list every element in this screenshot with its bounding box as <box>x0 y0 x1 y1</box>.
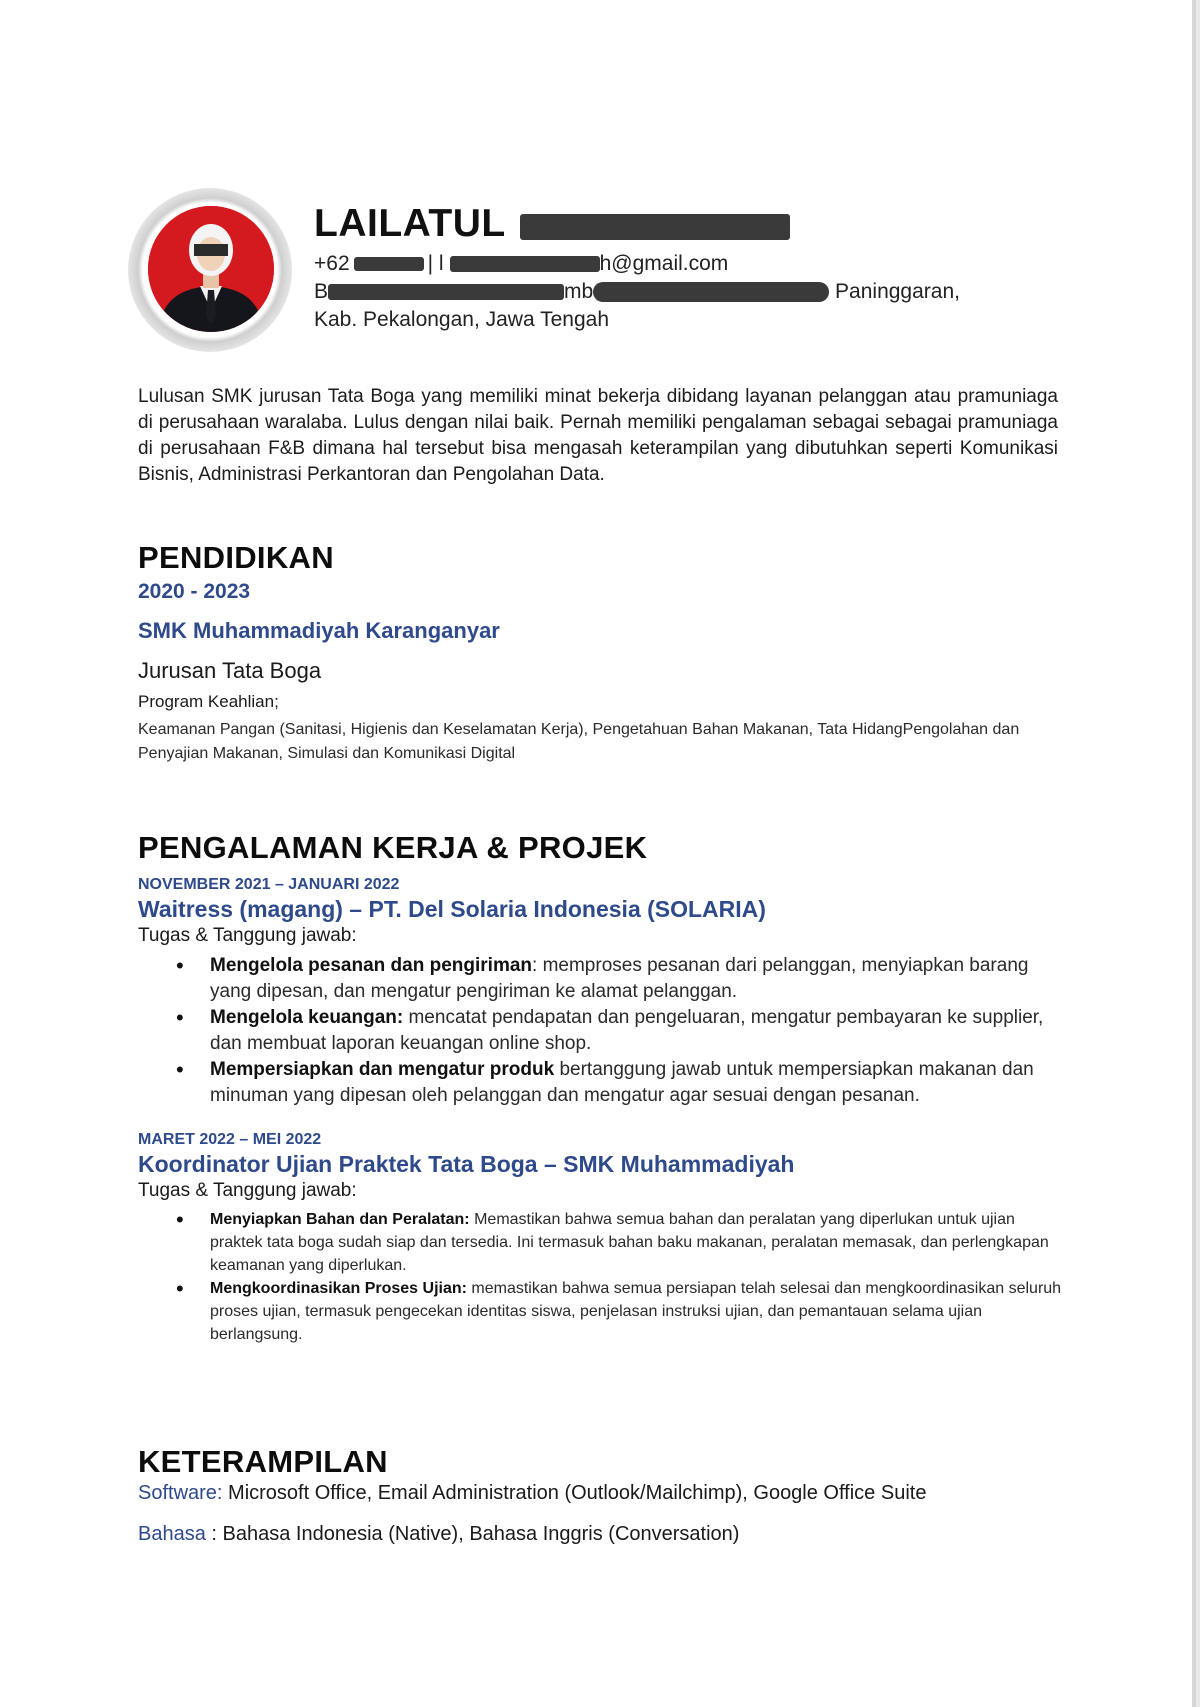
redacted-email <box>450 256 600 272</box>
profile-summary: Lulusan SMK jurusan Tata Boga yang memiliki minat bekerja dibidang layanan pelanggan atau pramuniaga di perusahaan waralaba. Lulus dengan nilai baik. Pernah memiliki pengalaman sebagai sebagai pramuniaga di perusahaan F&B dimana hal tersebut bisa mengasah keterampilan yang dibutuhkan seperti Komunikasi Bisnis, Administrasi Perkantoran dan Pengolahan Data. <box>138 386 1058 485</box>
duty-bold: Menyiapkan Bahan dan Peralatan: <box>210 1211 470 1228</box>
redacted-phone <box>354 257 424 271</box>
skills-section <box>138 1444 1068 1546</box>
profile-photo <box>148 206 274 332</box>
duty-item <box>176 1005 1068 1057</box>
job-entry <box>138 1131 1068 1346</box>
email-suffix: h@gmail.com <box>599 252 729 275</box>
duty-text: : memproses pesanan dari pelanggan, menyiapkan barang yang dipesan, dan mengatur pengiriman ke alamat pelanggan. <box>210 955 1029 1002</box>
duty-bold: Mempersiapkan dan mengatur produk <box>210 1059 555 1080</box>
job-date: NOVEMBER 2021 – JANUARI 2022 <box>138 876 400 893</box>
candidate-name: LAILATUL <box>314 202 506 245</box>
duty-item <box>176 1057 1068 1109</box>
duty-text: memastikan bahwa semua persiapan telah selesai dan mengkoordinasikan seluruh proses ujian, termasuk pengecekan identitas siswa, penjelasan instruksi ujian, dan pemantauan selama ujian berlangsung. <box>210 1280 1062 1343</box>
address-start: B <box>314 280 329 303</box>
duty-bold: Mengelola keuangan: <box>210 1007 404 1028</box>
contact-separator: | l <box>427 252 444 275</box>
duty-text: mencatat pendapatan dan pengeluaran, mengatur pembayaran ke supplier, dan membuat laporan keuangan online shop. <box>210 1007 1044 1054</box>
redacted-address-part2 <box>593 282 829 302</box>
job-date: MARET 2022 – MEI 2022 <box>138 1131 322 1148</box>
duty-item <box>176 1277 1068 1346</box>
duty-bold: Mengkoordinasikan Proses Ujian: <box>210 1280 467 1297</box>
program-text: Keamanan Pangan (Sanitasi, Higienis dan Keselamatan Kerja), Pengetahuan Bahan Makanan, Tata HidangPengolahan dan Penyajian Makanan, Simulasi dan Komunikasi Digital <box>138 721 1020 762</box>
duty-bold: Mengelola pesanan dan pengiriman <box>210 955 533 976</box>
duty-label: Tugas & Tanggung jawab: <box>138 925 357 946</box>
duty-text: bertanggung jawab untuk mempersiapkan makanan dan minuman yang dipesan oleh pelanggan dan mengatur agar sesuai dengan pesanan. <box>210 1059 1034 1106</box>
education-heading: PENDIDIKAN <box>138 540 334 575</box>
contact-line-phone-email <box>314 250 960 278</box>
resume-header <box>128 188 1028 348</box>
address-mid: mb <box>564 280 594 303</box>
software-label: Software: <box>138 1482 223 1504</box>
name-row <box>314 202 790 246</box>
phone-prefix: +62 <box>314 252 350 275</box>
address-line-2: Kab. Pekalongan, Jawa Tengah <box>314 308 610 331</box>
person-silhouette-icon <box>148 206 274 332</box>
job-entry <box>138 876 1068 1109</box>
duty-text: Memastikan bahwa semua bahan dan peralatan yang diperlukan untuk ujian praktek tata boga sudah siap dan tersedia. Ini termasuk bahan baku makanan, peralatan memasak, dan perlengkapan keamanan yang diperlukan. <box>210 1211 1049 1274</box>
redacted-address-part1 <box>328 284 564 300</box>
duty-item <box>176 953 1068 1005</box>
skill-language <box>138 1523 1068 1546</box>
program-label: Program Keahlian; <box>138 692 279 711</box>
duty-item <box>176 1208 1068 1277</box>
education-years: 2020 - 2023 <box>138 580 251 603</box>
skill-software <box>138 1482 1068 1505</box>
contact-line-address <box>314 278 960 306</box>
experience-heading: PENGALAMAN KERJA & PROJEK <box>138 830 648 865</box>
profile-photo-frame <box>128 188 292 352</box>
education-major: Jurusan Tata Boga <box>138 658 322 683</box>
address-end: Paninggaran, <box>835 280 960 303</box>
language-label: Bahasa <box>138 1523 206 1545</box>
duty-label: Tugas & Tanggung jawab: <box>138 1180 357 1201</box>
language-text: : Bahasa Indonesia (Native), Bahasa Inggris (Conversation) <box>205 1523 740 1545</box>
duty-list <box>176 1208 1068 1346</box>
redacted-surname <box>520 214 790 240</box>
skills-heading: KETERAMPILAN <box>138 1444 388 1479</box>
experience-section <box>138 830 1068 1346</box>
software-text: Microsoft Office, Email Administration (Outlook/Mailchimp), Google Office Suite <box>222 1482 927 1504</box>
school-name: SMK Muhammadiyah Karanganyar <box>138 618 500 643</box>
education-section <box>138 540 1068 766</box>
job-title: Waitress (magang) – PT. Del Solaria Indonesia (SOLARIA) <box>138 896 766 922</box>
job-title: Koordinator Ujian Praktek Tata Boga – SMK Muhammadiyah <box>138 1151 795 1177</box>
duty-list <box>176 953 1068 1109</box>
contact-info <box>314 250 960 334</box>
